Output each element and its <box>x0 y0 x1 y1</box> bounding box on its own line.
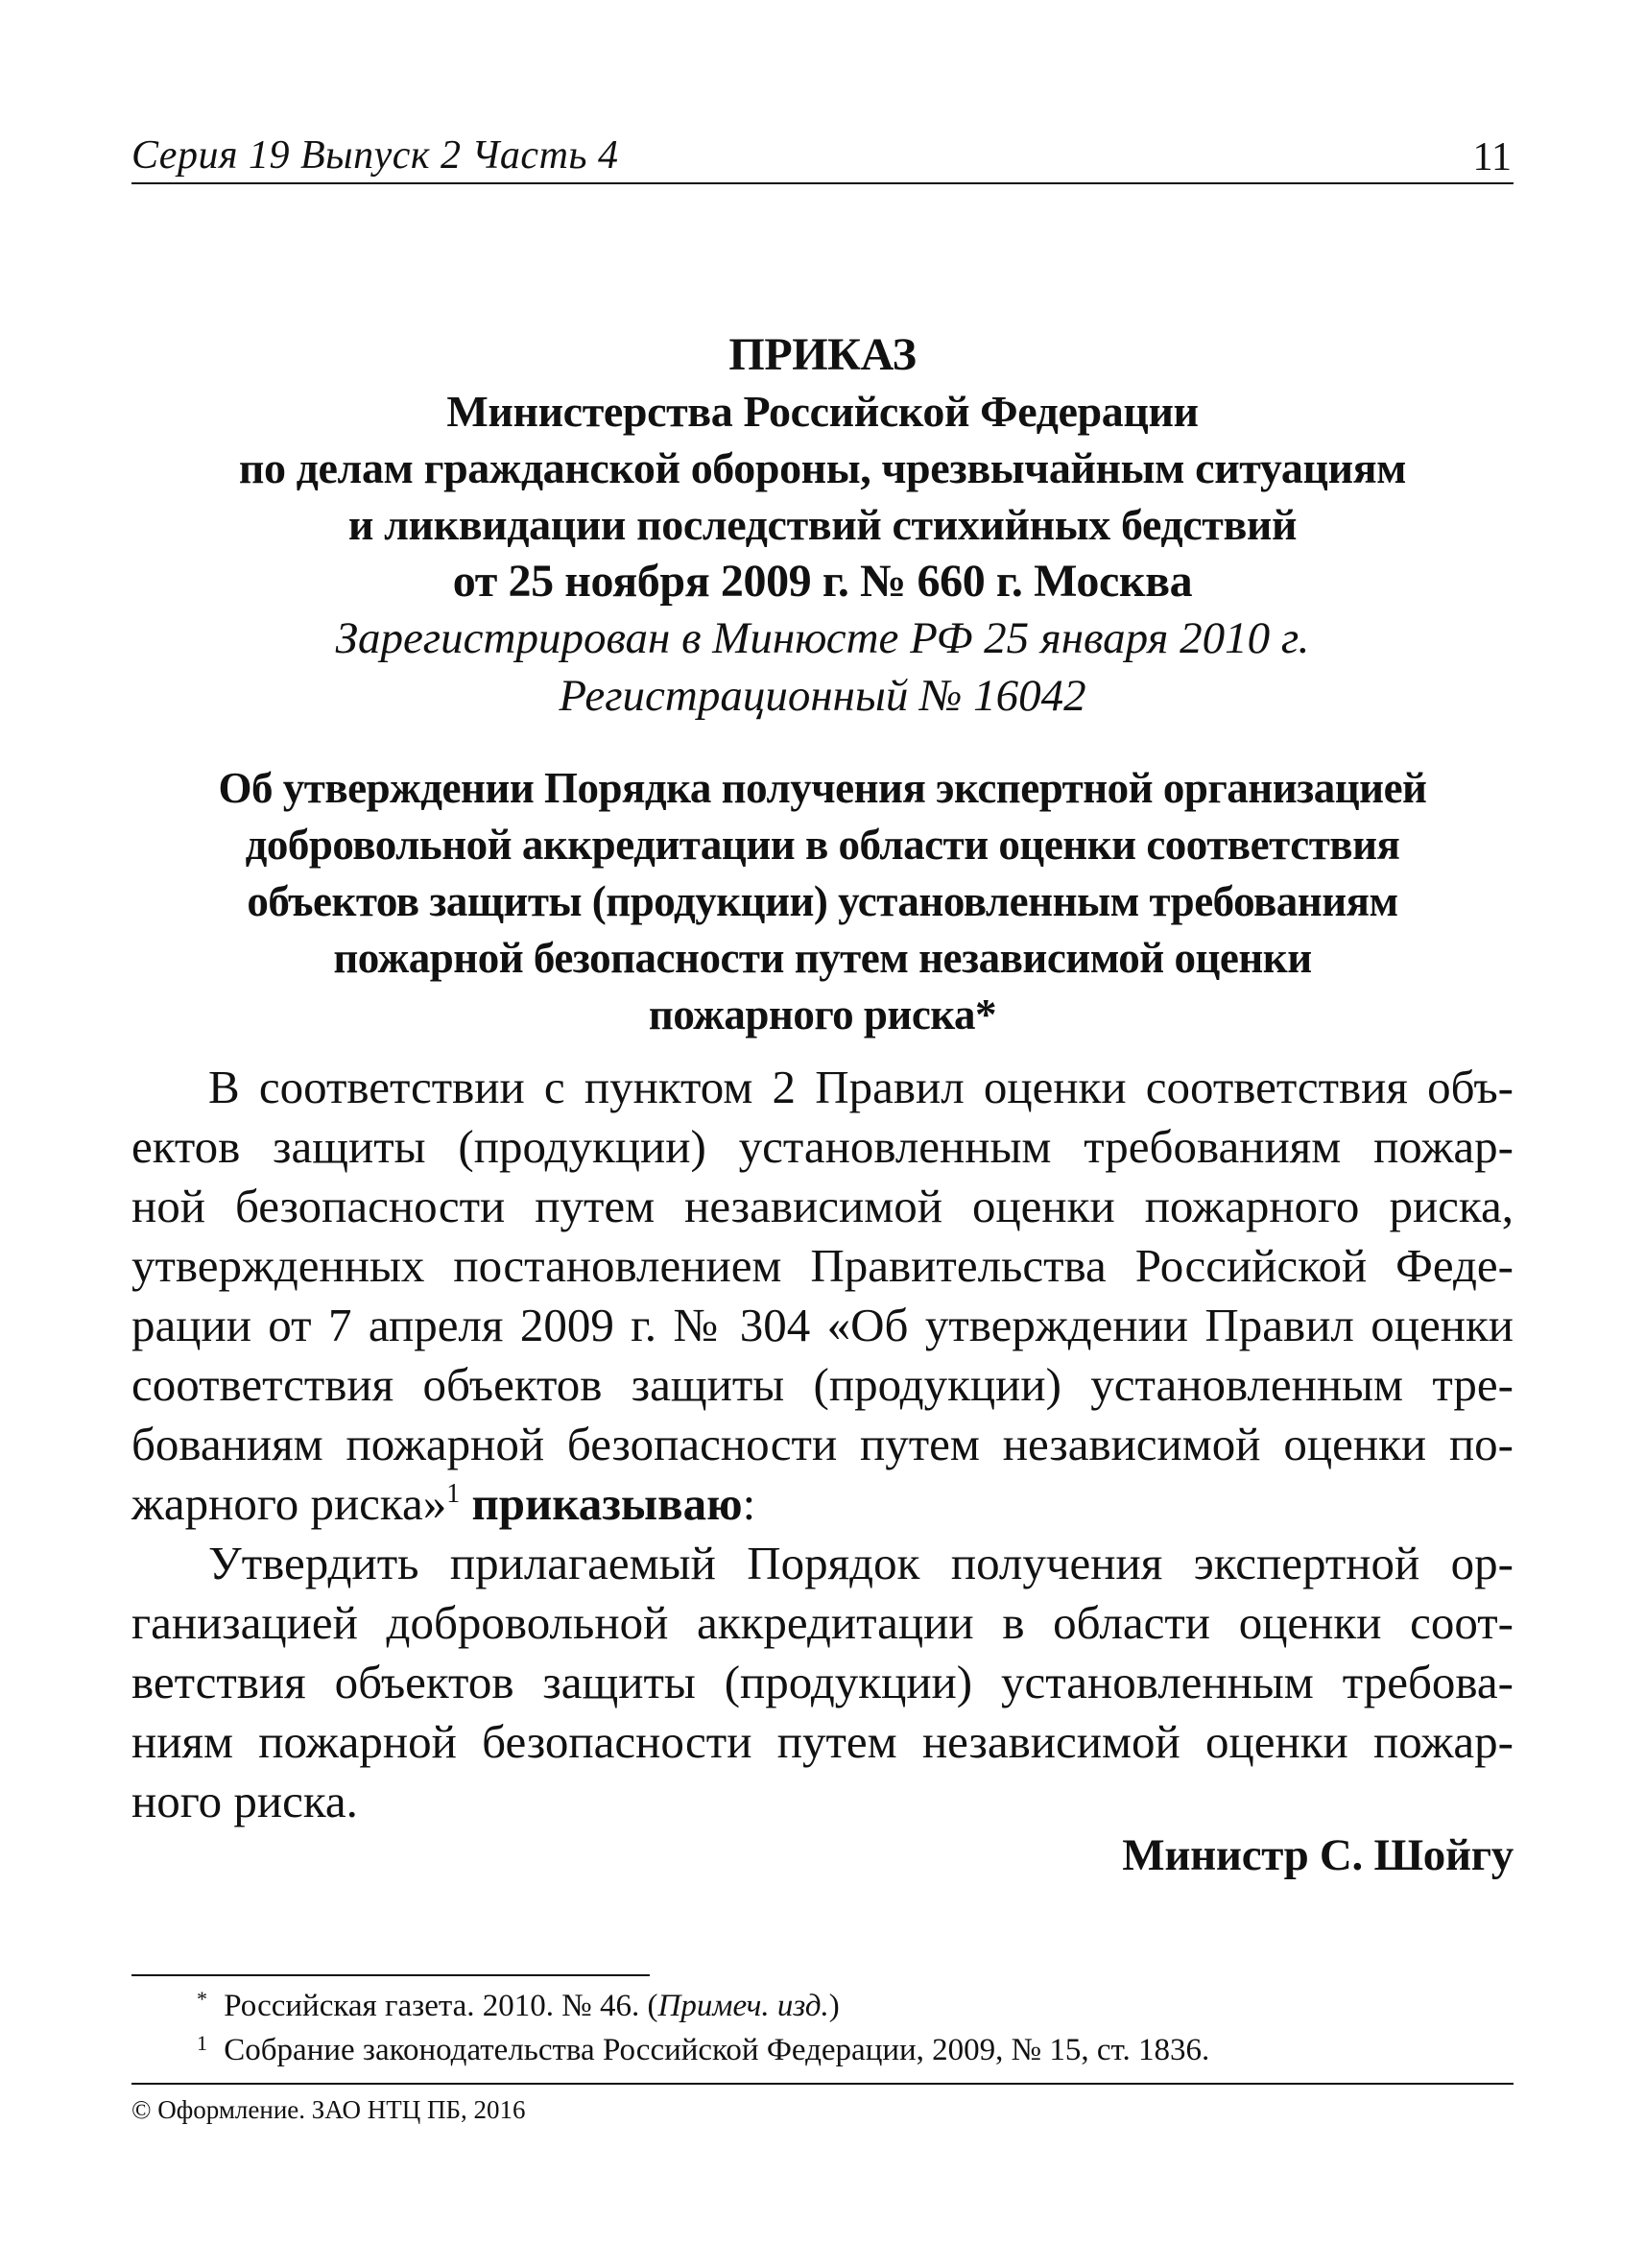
footnote-text: ) <box>828 1989 840 2023</box>
copyright-notice: © Оформление. ЗАО НТЦ ПБ, 2016 <box>131 2095 526 2124</box>
order-subject <box>131 760 1514 1043</box>
series-label: Серия 19 Выпуск 2 Часть 4 <box>131 133 619 178</box>
body-line: ной безопасности путем независимой оценки пожарного риска, <box>131 1180 1514 1232</box>
issuer-line-2: по делам гражданской обороны, чрезвычайным ситуациям <box>238 443 1407 492</box>
body-text: жарного риска» <box>131 1477 447 1530</box>
order-verb: приказываю <box>471 1477 743 1530</box>
body-line: рации от 7 апреля 2009 г. № 304 «Об утверждении Правил оценки <box>131 1299 1514 1351</box>
page-number: 11 <box>1472 135 1512 179</box>
running-header <box>131 127 1514 184</box>
subject-line: пожарной безопасности путем независимой оценки <box>333 934 1312 982</box>
registration-line-2: Регистрационный № 16042 <box>559 671 1086 721</box>
subject-line: Об утверждении Порядка получения экспертной организацией <box>218 764 1427 812</box>
registration-line-1: Зарегистрирован в Минюсте РФ 25 января 2010 г. <box>335 613 1310 663</box>
footnote-1: * Российская газета. 2010. № 46. (Примеч. изд.) <box>197 1987 840 2023</box>
body-line: В соответствии с пунктом 2 Правил оценки соответствия объ- <box>208 1061 1514 1113</box>
body-text: : <box>742 1477 756 1530</box>
subject-line: добровольной аккредитации в области оценки соответствия <box>245 821 1400 869</box>
document-type: ПРИКАЗ <box>728 329 917 380</box>
footnote-italic: Примеч. изд. <box>657 1989 829 2023</box>
order-date-number: от 25 ноября 2009 г. № 660 г. Москва <box>452 556 1193 607</box>
subject-line: пожарного риска* <box>648 991 997 1039</box>
body-line: Утвердить прилагаемый Порядок получения экспертной ор- <box>208 1537 1514 1589</box>
body-line: ного риска. <box>131 1775 358 1827</box>
body-line: бованиям пожарной безопасности путем независимой оценки по- <box>131 1418 1514 1470</box>
body-line: ниям пожарной безопасности путем независимой оценки пожар- <box>131 1715 1514 1768</box>
footnote-divider <box>131 1974 650 1976</box>
bottom-divider <box>131 2083 1514 2085</box>
subject-line: объектов защиты (продукции) установленным требованиям <box>247 877 1398 925</box>
issuer-line-1: Министерства Российской Федерации <box>446 387 1199 436</box>
issuer-line-3: и ликвидации последствий стихийных бедствий <box>347 500 1298 549</box>
footnote-text: Российская газета. 2010. № 46. ( <box>224 1989 658 2023</box>
order-body <box>131 1058 1514 1831</box>
body-line: утвержденных постановлением Правительства Российской Феде- <box>131 1239 1514 1292</box>
footnotes <box>197 1984 1512 2072</box>
footnote-ref: 1 <box>446 1479 461 1509</box>
minister-signature: Министр С. Шойгу <box>1122 1830 1514 1880</box>
footnote-text: Собрание законодательства Российской Федерации, 2009, № 15, ст. 1836. <box>224 2033 1210 2067</box>
body-line: ветствия объектов защиты (продукции) установленным требова- <box>131 1656 1514 1708</box>
body-line-final <box>131 1474 1514 1534</box>
body-line: ганизацией добровольной аккредитации в области оценки соот- <box>131 1596 1514 1649</box>
body-line: ектов защиты (продукции) установленным требованиям пожар- <box>131 1120 1514 1173</box>
body-line: соответствия объектов защиты (продукции) установленным тре- <box>131 1358 1514 1411</box>
footnote-2: 1 Собрание законодательства Российской Федерации, 2009, № 15, ст. 1836. <box>197 2031 1210 2067</box>
order-title-block <box>131 326 1514 725</box>
